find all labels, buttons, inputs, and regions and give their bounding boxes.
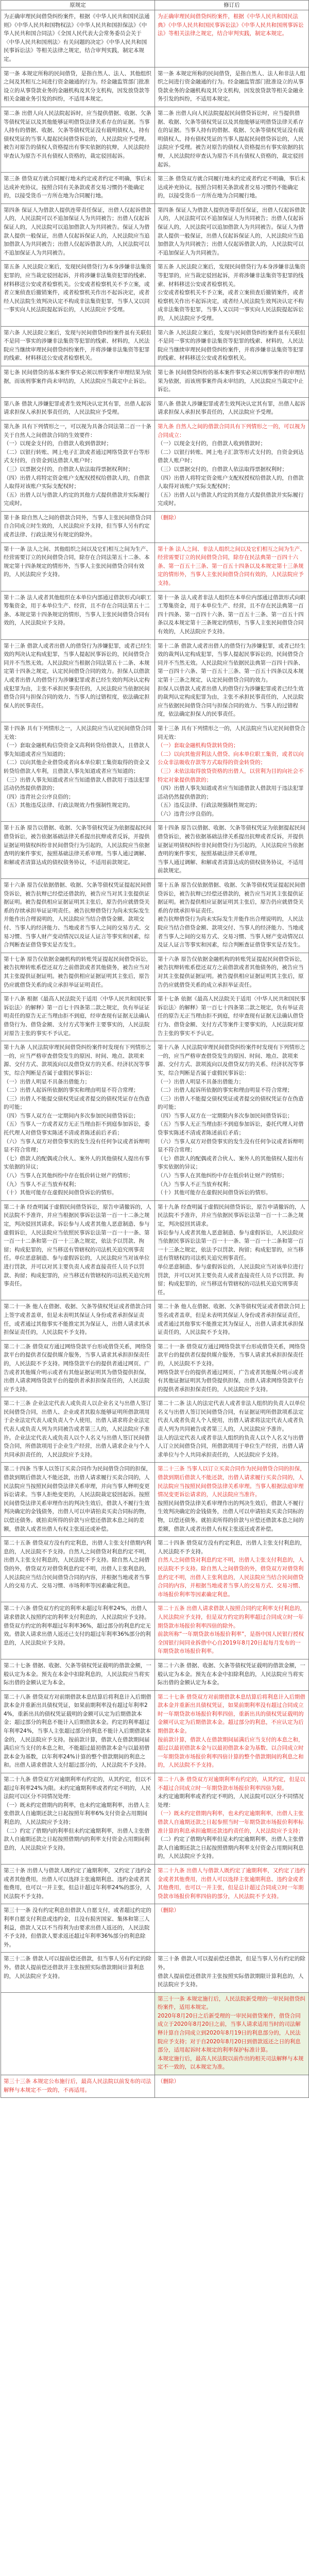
clause-text: 第十四条 原告以借据、收据、欠条等债权凭证为依据提起民间借贷诉讼，被告依据基础法律关系提出抗辩或者反诉，并提供证据证明债权纠纷非民间借贷行为引起的，人民法院应当依据查明的案件事实，按照基础法律关系审理。 (158, 825, 305, 857)
clause-text: 第二条 出借人向人民法院起诉时，应当提供借据、收据、欠条等债权凭证以及其他能够证明借贷法律关系存在的证据。当事人持有的借据、收据、欠条等债权凭证没有载明债权人，持有债权凭证的当事人提起民间借贷诉讼的，人民法院应予受理。被告对原告的债权人资格提出有事实依据的抗辩，人民法院经审查认为原告不具有债权人资格的，裁定驳回起诉。 (4, 110, 151, 159)
revised-clause-cell (155, 722, 309, 822)
original-clause-cell (1, 1200, 155, 1300)
original-clause-cell (1, 397, 155, 420)
clause-text: （删除） (158, 514, 179, 521)
clause-text: 第三十一条 没有约定利息但借款人自愿支付，或者超过约定的利率自愿支付利息或违约金，且没有损害国家、集体和第三人利益，借款人又以不当得利为由要求出借人返还的，人民法院不予支持，但借款人要求返还超过年利率36%部分的利息除外。 (4, 1907, 151, 1948)
clause-text: （八）当事人在其他纠纷中存在低价转让财产的情形； (4, 1173, 133, 1179)
clause-text: 第二十八条 借贷双方对前期借款本息结算后将利息计入后期借款本金并重新出具债权凭证，如果前期利率没有超过年利率24%，重新出具的债权凭证载明的金额可认定为后期借款本金；超过部分的利息不能计入后期借款本金。约定的利率超过年利率24%，当事人主张超过部分的利息不能计入后期借款本金的，人民法院应予支持。按前款计算，借款人在借款期间届满后应当支付的本息之和，不能超过最初借款本金与以最初借款本金为基数，以年利率24%计算的整个借款期间的利息之和。出借人请求借款人支付超过部分的，人民法院不予支持。 (4, 1693, 151, 1769)
clause-text: （删除） (158, 1907, 179, 1914)
revised-clause-cell (155, 1864, 309, 1904)
clause-text: 本规定施行后，最高人民法院以前作出的相关司法解释与本规定不一致的，以本规定为准。 (158, 2055, 304, 2071)
original-clause-cell (1, 543, 155, 591)
clause-text: 第一条 本规定所称的民间借贷，是指自然人、法人、其他组织之间及其相互之间进行资金融通的行为。经金融监管部门批准设立的从事贷款业务的金融机构及其分支机构，因发放贷款等相关金融业务引发的纠纷，不适用本规定。 (4, 70, 151, 103)
clause-text: （四）违背社会公序良俗的； (4, 793, 74, 800)
clause-text: （一）套取金融机构信贷资金又高利转贷给借款人，且借款人事先知道或者应当知道的； (4, 742, 150, 757)
clause-text: 第五条 人民法院立案后，发现民间借贷行为本身涉嫌非法集资犯罪的，应当裁定驳回起诉，并将涉嫌非法集资犯罪的线索、材料移送公安或者检察机关。公安或者检察机关不予立案，或者立案侦查后撤销案件，或者检察机关作出不起诉决定，或者经人民法院生效判决认定不构成非法集资犯罪，当事人又以同一事实向人民法院提起诉讼的，人民法院应予受理。 (4, 264, 151, 313)
clause-text: 第十三条 具有下列情形之一的，人民法院应当认定民间借贷合同无效： (158, 725, 305, 740)
revised-clause-cell (155, 67, 309, 107)
clause-text: （三）出借人不能提交债权凭证或者提交的债权凭证存在伪造的可能； (4, 1095, 150, 1111)
clause-text: 第十八条 人民法院审理民间借贷纠纷案件时发现有下列情形之一的，应当严格审查借贷发生的原因、时间、地点、款项来源、交付方式、款项流向以及借贷双方的关系、经济状况等事实，综合判断是否属于虚假民事诉讼： (158, 1044, 305, 1076)
table-row (1, 953, 309, 992)
table-row (1, 591, 309, 639)
original-clause-cell (1, 1773, 155, 1865)
table-row (1, 366, 309, 397)
table-row (1, 822, 309, 879)
clause-text: 公安或者检察机关不予立案，或者立案侦查后撤销案件，或者检察机关作出不起诉决定，或者经人民法院生效判决认定不构成非法集资等犯罪，当事人又以同一事实向人民法院提起诉讼的，人民法院应予受理。 (158, 290, 304, 321)
original-clause-cell (1, 1602, 155, 1659)
clause-text: 按照民间借贷法律关系审理作出的判决生效后，借款人不履行生效判决确定的金钱债务，出借人可以申请拍卖买卖合同标的物，以偿还债务。就拍卖所得的价款与应偿还借款本息之间的差额，借款人或者出借人有权主张返还或者补偿。 (158, 1500, 304, 1532)
revised-clause-cell (155, 1463, 309, 1537)
original-clause-cell (1, 10, 155, 67)
clause-text: （九）当事人不正当放弃权利； (4, 1181, 79, 1188)
clause-text: 当事人通过调解、和解或者清算达成的债权债务协议，不适用前款规定。 (158, 859, 304, 874)
clause-text: （一）以现金支付的，自借款人收到借款时； (158, 440, 266, 447)
clause-text: （五）出借人以与借款人约定的其他方式提供借款并实际履行完成时。 (4, 492, 150, 507)
original-clause-cell (1, 879, 155, 953)
clause-text: 第十一条 法人之间、其他组织之间以及它们相互之间为生产、经营需要订立的民间借贷合同，除存在合同法第五十二条、本规定第十四条规定的情形外，当事人主张民间借贷合同有效的，人民法院应予支持。 (4, 546, 151, 578)
clause-text: （三）出借人不能提交债权凭证或者提交的债权凭证存在伪造的可能； (158, 1095, 304, 1111)
original-clause-cell (1, 1463, 155, 1537)
clause-text: 第二十一条 借贷双方通过网络贷款平台形成借贷关系，网络贷款平台的提供者仅提供媒介服务，当事人请求其承担担保责任的，人民法院不予支持。 (158, 1343, 305, 1367)
table-row (1, 1904, 309, 1953)
clause-text: 第二十九条 借贷双方对逾期利率有约定的，从其约定，但以不超过年利率24%为限。未约定逾期利率或者约定不明的，人民法院可以区分不同情况处理： (4, 1776, 151, 1800)
clause-text: 法人的法定代表人或者非法人组织的负责人以个人名义与出借人订立民间借贷合同，所借款项用于单位生产经营，出借人请求单位与个人共同承担责任的，人民法院应予支持。 (158, 1434, 304, 1458)
column-header-revised: 修订后 (155, 1, 309, 10)
clause-text: （二）以向其他企业借贷或者向本单位职工集资取得的资金又转贷给借款人牟利，且借款人事先知道或者应当知道的； (4, 759, 150, 774)
table-row (1, 1773, 309, 1865)
table-row (1, 1397, 309, 1463)
clause-text: （三）以票据交付的，自借款人依法取得票据权利时； (4, 466, 133, 472)
table-row (1, 397, 309, 420)
revised-clause-cell (155, 511, 309, 543)
table-row (1, 173, 309, 204)
original-clause-cell (1, 1340, 155, 1397)
clause-text: 被告抗辩借贷行为尚未实际发生并能作出合理说明的，人民法院应当结合借贷金额、款项交付、当事人的经济能力、当地或者当事人之间的交易方式、交易习惯、当事人财产变动情况以及证人证言等事实和因素，综合判断查证借贷事实是否发生。 (158, 916, 304, 948)
table-row (1, 1200, 309, 1300)
revised-clause-cell (155, 1041, 309, 1201)
clause-text: 按前款计算，借款人在借款期间届满后应当支付的本息之和，超过以最初借款本金与以最初借款本金为基数、以合同成立时一年期贷款市场报价利率四倍计算的整个借款期间的利息之和的，人民法院不予支持。 (158, 1736, 304, 1769)
clause-text: （七）借款人的配偶或合伙人、案外人的其他债权人提出有事实依据的异议； (4, 1155, 150, 1171)
clause-text: 未约定逾期利率或者约定不明的，人民法院可以区分不同情况处理： (158, 1793, 304, 1808)
clause-text: （二）以银行转账、网上电子汇款或者通过网络贷款平台等形式支付的，自资金到达借款人账户时； (4, 449, 150, 464)
clause-text: （一）既未约定借期内利率，也未约定逾期利率，出借人主张借款人自逾期还款之日起参照当时一年期贷款市场报价利率标准计算的利息承担逾期还款违约责任的，人民法院应予支持； (158, 1810, 304, 1834)
clause-text: 网络贷款平台的提供者通过网页、广告或者其他媒介明示或者有其他证据证明其为借贷提供担保，出借人请求网络贷款平台的提供者承担担保责任的，人民法院应予支持。 (158, 1369, 304, 1393)
original-clause-cell (1, 1300, 155, 1340)
original-clause-cell (1, 722, 155, 822)
clause-text: 第二十五条 借贷双方没有约定利息，出借人主张支付借期内利息的，人民法院不予支持。自然人之间借贷对利息约定不明，出借人主张支付利息的，人民法院不予支持。除自然人之间借贷的外，借贷双方对借贷利息约定不明，出借人主张利息的，人民法院应当结合民间借贷合同的内容，并根据当地或者当事人的交易方式、交易习惯、市场利率等因素确定利息。 (4, 1540, 151, 1589)
clause-text: （八）当事人在其他纠纷中存在低价转让财产的情形； (158, 1173, 287, 1179)
original-clause-cell (1, 1992, 155, 2075)
table-row (1, 511, 309, 543)
clause-text: 第二十三条 企业法定代表人或负责人以企业名义与出借人签订民间借贷合同，出借人、企业或者其股东能够证明所借款项用于企业法定代表人或负责人个人使用，出借人请求将企业法定代表人或负责人列为共同被告或者第三人的，人民法院应予准许。企业法定代表人或负责人以个人名义与出借人签订民间借贷合同，所借款项用于企业生产经营，出借人请求企业与个人共同承担责任的，人民法院应予支持。 (4, 1400, 151, 1458)
revised-clause-cell (155, 326, 309, 366)
clause-text: （四）出借人将特定资金账户支配权授权给借款人的，自借款人取得对该账户实际支配权时； (4, 474, 150, 490)
clause-text: 第二十三条 当事人以订立买卖合同作为民间借贷合同的担保，借款到期后借款人不能还款，出借人请求履行买卖合同的，人民法院应当按照民间借贷法律关系审理。当事人根据法庭审理情况变更诉讼请求的，人民法院应当准许。 (158, 1466, 305, 1498)
clause-text: 诉讼参与人或者其他人恶意制造、参与虚假诉讼，人民法院应当依据民事诉讼法第一百一十一条、第一百一十二条和第一百一十三条之规定，依法予以罚款、拘留；构成犯罪的，应当移送有管辖权的司法机关追究刑事责任。 (158, 1229, 304, 1262)
clause-text: （二）以向其他营利法人借贷、向本单位职工集资，或者以向公众非法吸收存款等方式取得的资金转贷的； (158, 751, 304, 766)
clause-text: （十）其他可能存在虚假民间借贷诉讼的情形。 (4, 1190, 117, 1196)
clause-text: 第二十六条 借贷双方约定的利率未超过年利率24%，出借人请求借款人按照约定的利率支付利息的，人民法院应予支持。借贷双方约定的利率超过年利率36%，超过部分的利息约定无效。借款人请求出借人返还已支付的超过年利率36%部分的利息的，人民法院应予支持。 (4, 1605, 151, 1646)
original-clause-cell (1, 591, 155, 639)
original-clause-cell (1, 173, 155, 204)
clause-text: 第二十二条 法人的法定代表人或者非法人组织的负责人以单位名义与出借人签订民间借贷合同，有证据证明所借款项系法定代表人或者负责人个人使用，出借人请求将法定代表人或者负责人列为共同被告或者第三人的，人民法院应予准许。 (158, 1400, 305, 1433)
clause-text: 第二十一条 他人在借据、收据、欠条等债权凭证或者借款合同上签字或者盖章，但是未表明其保证人身份或者承担保证责任，或者通过其他事实不能推定其为保证人，出借人请求其承担保证责任的，人民法院不予支持。 (4, 1303, 151, 1336)
clause-text: （一）既未约定借期内的利率，也未约定逾期利率，出借人主张借款人自逾期还款之日起按照年利率6%支付资金占用期间利息的，人民法院应予支持； (4, 1802, 150, 1825)
table-row (1, 1690, 309, 1773)
clause-text: 第十九条 人民法院审理民间借贷纠纷案件时发现有下列情形之一的，应当严格审查借贷发生的原因、时间、地点、款项来源、交付方式、款项流向以及借贷双方的关系、经济状况等事实，综合判断是否属于虚假民事诉讼： (4, 1044, 151, 1076)
clause-text: 第十条 法人之间、非法人组织之间以及它们相互之间为生产、经营需要订立的民间借贷合同，除存在民法典第一百四十六条、第一百五十三条、第一百五十四条以及本规定第十三条规定的情形外，当事人主张民间借贷合同有效的，人民法院应予支持。 (158, 546, 305, 587)
original-clause-cell (1, 420, 155, 511)
clause-text: 第二十条 他人在借据、收据、欠条等债权凭证或者借款合同上签名或者盖章，但是未表明其保证人身份或者承担保证责任，或者通过其他事实不能推定其为保证人，出借人请求其承担保证责任的，人民法院不予支持。 (158, 1303, 305, 1336)
original-clause-cell (1, 1953, 155, 1992)
table-row (1, 1602, 309, 1659)
table-row (1, 543, 309, 591)
original-clause-cell (1, 1537, 155, 1602)
clause-text: 第八条 借款人涉嫌犯罪或者生效判决认定其有罪，出借人起诉请求担保人承担民事责任的，人民法院应予受理。 (4, 400, 151, 416)
table-row (1, 1300, 309, 1340)
revised-clause-cell (155, 953, 309, 992)
clause-text: 第十一条 法人或者非法人组织在本单位内部通过借款形式向职工筹集资金，用于本单位生产、经营，且不存在民法典第一百四十四条、第一百四十六条、第一百五十三条、第一百五十四条以及本规定第十三条规定的情形，当事人主张民间借贷合同有效的，人民法院应予支持。 (158, 594, 305, 635)
revised-clause-cell (155, 1659, 309, 1690)
clause-text: （一）出借人明显不具备出借能力； (4, 1078, 90, 1085)
clause-text: 第九条 具有下列情形之一，可以视为具备合同法第二百一十条关于自然人之间借款合同的生效要件： (4, 423, 151, 438)
original-clause-cell (1, 1904, 155, 1953)
clause-text: 第十七条 依据《最高人民法院关于适用〈中华人民共和国民事诉讼法〉的解释》第一百七十四条第二款之规定，负有举证责任的原告无正当理由拒不到庭，经审查现有证据无法确认借贷行为、借贷金额、支付方式等案件主要事实的，人民法院对原告主张的事实不予认定。 (158, 996, 305, 1037)
original-clause-cell (1, 326, 155, 366)
clause-text: 第二十二条 借贷双方通过网络贷款平台形成借贷关系，网络贷款平台的提供者仅提供媒介服务，当事人请求其承担担保责任的，人民法院不予支持。网络贷款平台的提供者通过网页、广告或者其他媒介明示或者有其他证据证明其为借贷提供担保，出借人请求网络贷款平台的提供者承担担保责任的，人民法院应予支持。 (4, 1343, 151, 1393)
clause-text: 第十六条 原告仅依据金融机构的转账凭证提起民间借贷诉讼，被告抗辩转账系偿还双方之前借款或者其他债务的，被告应当对其主张提供证据证明。被告提供相应证据证明其主张后，原告仍应就借贷关系的成立承担举证责任。 (158, 956, 305, 988)
original-clause-cell (1, 953, 155, 992)
revised-clause-cell (155, 1537, 309, 1602)
original-clause-cell (1, 511, 155, 543)
clause-text: 第二十六条 借据、收据、欠条等债权凭证载明的借款金额，一般认定为本金。预先在本金中扣除利息的，人民法院应当将实际出借的金额认定为本金。 (158, 1662, 305, 1686)
comparison-document (1, 0, 308, 2098)
table-row (1, 1041, 309, 1201)
clause-text: （三）以票据交付的，自借款人依法取得票据权利时； (158, 466, 287, 472)
revised-clause-cell (155, 261, 309, 326)
table-row (1, 722, 309, 822)
clause-text: （一）出借人明显不具备出借能力； (158, 1078, 244, 1085)
table-row (1, 261, 309, 326)
clause-text: （四）当事人双方在一定期间内多次参加民间借贷诉讼； (4, 1112, 139, 1119)
clause-text: （三）未依法取得放贷资格的出借人，以营利为目的向社会不特定对象提供借款的； (158, 768, 304, 783)
revised-clause-cell (155, 543, 309, 591)
clause-text: （四）当事人双方在一定期限内多次参加民间借贷诉讼； (158, 1112, 293, 1119)
revised-clause-cell (155, 1200, 309, 1300)
revised-clause-cell (155, 1602, 309, 1659)
clause-text: （一）以现金支付的，自借款人收到借款时； (4, 440, 112, 447)
original-clause-cell (1, 1397, 155, 1463)
revised-clause-cell (155, 879, 309, 953)
revised-clause-cell (155, 10, 309, 67)
original-clause-cell (1, 2075, 155, 2098)
table-row (1, 639, 309, 722)
clause-text: 第三十条 出借人与借款人既约定了逾期利率，又约定了违约金或者其他费用，出借人可以选择主张逾期利息、违约金或者其他费用，也可以一并主张，但总计超过年利率24%的部分，人民法院不予支持。 (4, 1867, 151, 1900)
clause-text: 第二十四条 当事人以签订买卖合同作为民间借贷合同的担保，借款到期后借款人不能还款，出借人请求履行买卖合同的，人民法院应当按照民间借贷法律关系审理，并向当事人释明变更诉讼请求。当事人拒绝变更的，人民法院裁定驳回起诉。按照民间借贷法律关系审理作出的判决生效后，借款人不履行生效判决确定的金钱债务，出借人可以申请拍卖买卖合同标的物，以偿还债务。就拍卖所得的价款与应偿还借款本息之间的差额，借款人或者出借人有权主张返还或补偿。 (4, 1466, 151, 1532)
clause-text: 第十五条 原告以借据、收据、欠条等债权凭证为依据提起民间借贷诉讼，被告依据基础法律关系提出抗辩或者反诉，并提供证据证明债权纠纷非民间借贷行为引起的，人民法院应当依据查明的案件事实，按照基础法律关系审理。当事人通过调解、和解或者清算达成的债权债务协议，不适用前款规定。 (4, 825, 151, 866)
clause-text: 2020年8月20日之后新受理的一审民间借贷案件，借贷合同成立于2020年8月20日之前，当事人请求适用当时的司法解释计算自合同成立到2020年8月19日的利息部分的，人民法院应予支持；对于自2020年8月20日到借款返还之日的利息部分，适用起诉时本规定的利率保护标准计算。 (158, 2012, 301, 2054)
clause-text: （四）出借人事先知道或者应当知道借款人借款用于违法犯罪活动仍然提供借款的； (158, 785, 304, 800)
clause-text: 第二十九条 出借人与借款人既约定了逾期利率，又约定了违约金或者其他费用，出借人可以选择主张逾期利息、违约金或者其他费用，也可以一并主张，但是总计超过合同成立时一年期贷款市场报价利率四倍的部分，人民法院不予支持。 (158, 1867, 305, 1900)
clause-text: 第三十三条 本规定公布施行后，最高人民法院以前发布的司法解释与本规定不一致的，不再适用。 (4, 2078, 151, 2093)
clause-text: （删除） (158, 2078, 179, 2085)
clause-text: 第十五条 原告仅依据借据、收据、欠条等债权凭证提起民间借贷诉讼，被告抗辩已经偿还借款的，被告应当对其主张提供证据证明。被告提供相应证据证明其主张后，原告仍应就借贷关系的存续承担举证责任。 (158, 882, 305, 914)
original-clause-cell (1, 1864, 155, 1904)
clause-text: 第二十四条 借贷双方没有约定利息，出借人主张支付利息的，人民法院不予支持。 (158, 1540, 305, 1555)
clause-text: （六）违背公序良俗的。 (158, 810, 217, 817)
clause-text: 第三条 借贷双方就合同履行地未约定或者约定不明确，事后未达成补充协议，按照合同有关条款或者交易习惯仍不能确定的，以接受货币一方所在地为合同履行地。 (4, 176, 151, 199)
revised-clause-cell (155, 107, 309, 172)
clause-text: 第九条 自然人之间的借款合同具有下列情形之一的，可以视为合同成立： (158, 423, 305, 438)
revised-clause-cell (155, 420, 309, 511)
revised-clause-cell (155, 1690, 309, 1773)
table-row (1, 993, 309, 1041)
revised-clause-cell (155, 366, 309, 397)
clause-text: 第五条 人民法院立案后，发现民间借贷行为本身涉嫌非法集资等犯罪的，应当裁定驳回起诉，并将涉嫌非法集资等犯罪的线索、材料移送公安或者检察机关。 (158, 264, 305, 287)
table-row (1, 1463, 309, 1537)
clause-text: （三）出借人事先知道或者应当知道借款人借款用于违法犯罪活动仍然提供借款的； (4, 776, 150, 792)
clause-text: （五）当事人无正当理由拒不到庭参加诉讼，委托代理人对借贷事实陈述不清或者陈述前后矛盾； (158, 1121, 304, 1137)
clause-text: （一）套取金融机构贷款转贷的； (158, 742, 239, 749)
clause-text: 第三十一条 本规定施行后，人民法院新受理的一审民间借贷纠纷案件，适用本规定。 (158, 1995, 305, 2011)
clause-text: 借款人提前偿还借款并主张按照实际借款期限计算利息的，人民法院应予支持。 (158, 1973, 304, 1988)
clause-text: 第十八条 根据《最高人民法院关于适用〈中华人民共和国民事诉讼法〉的解释》第一百七十四条第二款之规定，负有举证证明责任的原告无正当理由拒不到庭，经审查现有证据无法确认借贷行为、借贷金额、支付方式等案件主要事实的，人民法院对原告主张的事实不予认定。 (4, 996, 151, 1037)
clause-text: 第二十条 经查明属于虚假民间借贷诉讼，原告申请撤诉的，人民法院不予准许，并应当根据民事诉讼法第一百一十二条之规定，判决驳回其请求。诉讼参与人或者其他人恶意制造、参与虚假诉讼，人民法院应当依照民事诉讼法第一百一十一条、第一百一十二条和第一百一十三条之规定，依法予以罚款、拘留；构成犯罪的，应当移送有管辖权的司法机关追究刑事责任。单位恶意制造、参与虚假诉讼的，人民法院应当对该单位进行罚款，并可以对其主要负责人或者直接责任人员予以罚款、拘留；构成犯罪的，应当移送有管辖权的司法机关追究刑事责任。 (4, 1204, 151, 1287)
clause-text: 第十四条 具有下列情形之一，人民法院应当认定民间借贷合同无效： (4, 725, 151, 740)
revised-clause-cell (155, 1953, 309, 1992)
clause-text: （四）出借人将特定资金账户支配权授权给借款人的，自借款人取得对该账户实际支配权时； (158, 474, 304, 490)
clause-text: 第二十七条 借据、收据、欠条等债权凭证载明的借款金额，一般认定为本金。预先在本金中扣除利息的，人民法院应当将实际出借的金额认定为本金。 (4, 1662, 151, 1686)
revised-clause-cell (155, 1992, 309, 2075)
clause-text: （六）当事人双方对借贷事实的发生没有任何争议或者诉辩明显不符合常理； (158, 1138, 304, 1154)
table-row (1, 1659, 309, 1690)
clause-text: 第十七条 原告仅依据金融机构的转账凭证提起民间借贷诉讼，被告抗辩转账系偿还双方之前借款或者其他债务，被告应当对其主张提供证据证明。被告提供相应证据证明其主张后，原告仍应就借贷关系的成立承担举证证明责任。 (4, 956, 151, 988)
revised-clause-cell (155, 1773, 309, 1865)
revised-clause-cell (155, 173, 309, 204)
table-row (1, 420, 309, 511)
table-row (1, 204, 309, 261)
clause-text: （五）出借人以与借款人约定的其他方式提供借款并实际履行完成时。 (158, 492, 304, 507)
table-row (1, 1953, 309, 1992)
table-row (1, 107, 309, 172)
table-row (1, 879, 309, 953)
revised-clause-cell (155, 1300, 309, 1340)
clause-text: （九）当事人不正当放弃权利； (158, 1181, 233, 1188)
clause-text: 第十条 除自然人之间的借款合同外，当事人主张民间借贷合同自合同成立时生效的，人民法院应予支持，但当事人另有约定或者法律、行政法规另有规定的除外。 (4, 514, 151, 538)
revised-clause-cell (155, 822, 309, 879)
clause-text: （五）其他违反法律、行政法规效力性强制性规定的。 (4, 802, 133, 809)
table-header-row (1, 1, 309, 10)
clause-text: 第八条 借款人涉嫌犯罪或者生效判决认定其有罪，出借人起诉请求担保人承担民事责任的，人民法院应予受理。 (158, 400, 305, 416)
clause-text: 单位恶意制造、参与虚假诉讼的，人民法院应当对该单位进行罚款，并可以对其主要负责人或者直接责任人员予以罚款、拘留；构成犯罪的，应当移送有管辖权的司法机关追究刑事责任。 (158, 1263, 304, 1296)
clause-text: （六）当事人双方对借贷事实的发生没有任何争议或者诉辩明显不符合常理； (4, 1138, 150, 1154)
clause-text: （二）约定了借期内利率但是未约定逾期利率，出借人主张借款人自逾期还款之日起按照借期内利率支付资金占用期间利息的，人民法院应予支持。 (158, 1836, 304, 1860)
original-clause-cell (1, 1659, 155, 1690)
clause-text: 担保人以借款人或者出借人的借贷行为涉嫌犯罪或者已经生效的裁判认定构成犯罪为由，主张不承担民事责任的，人民法院应当依据民间借贷合同与担保合同的效力、当事人的过错程度，依法确定担保人的民事责任。 (158, 685, 304, 718)
table-row (1, 1537, 309, 1602)
clause-text: 第四条 保证人为借款人提供连带责任保证，出借人仅起诉借款人的，人民法院可以不追加保证人为共同被告；出借人仅起诉保证人的，人民法院可以追加借款人为共同被告。保证人为借款人提供一般保证，出借人仅起诉保证人的，人民法院应当追加借款人为共同被告；出借人仅起诉借款人的，人民法院可以不追加保证人为共同被告。 (4, 207, 151, 256)
original-clause-cell (1, 67, 155, 107)
original-clause-cell (1, 639, 155, 722)
clause-text: 第二十八条 借贷双方对逾期利率有约定的，从其约定，但是以不超过合同成立时一年期贷款市场报价利率四倍为限。 (158, 1776, 305, 1791)
clause-text: 第二十五条 出借人请求借款人按照合同约定利率支付利息的，人民法院应予支持，但是双方约定的利率超过合同成立时一年期贷款市场报价利率四倍的除外。 (158, 1605, 305, 1629)
table-row (1, 326, 309, 366)
clause-text: （十）其他可能存在虚假民间借贷诉讼的情形。 (158, 1190, 271, 1196)
clause-text: 第三条 借贷双方就合同履行地未约定或者约定不明确，事后未达成补充协议，按照合同相关条款或者交易习惯仍不能确定的，以接受货币一方所在地为合同履行地。 (158, 176, 305, 199)
original-clause-cell (1, 261, 155, 326)
clause-text: 第十二条 法人或者其他组织在本单位内部通过借款形式向职工筹集资金，用于本单位生产、经营，且不存在合同法第五十二条、本规定第十四条规定的情形，当事人主张民间借贷合同有效的，人民法院应予支持。 (4, 594, 151, 626)
clause-text: （七）借款人的配偶或者合伙人、案外人的其他债权人提出有事实依据的异议； (158, 1155, 304, 1171)
clause-text: 第七条 民间借贷纠纷的基本案件事实必须以刑事案件的审理结果为依据，而该刑事案件尚未审结的，人民法院应当裁定中止诉讼。 (158, 369, 305, 393)
clause-text: 为正确审理民间借贷纠纷案件，根据《中华人民共和国民法通则》《中华人民共和国物权法》《中华人民共和国担保法》《中华人民共和国合同法》《全国人民代表大会常务委员会关于〈中华人民共和国刑法〉有关问题的决定》《中华人民共和国民事诉讼法》等相关法律之规定，结合审判实践，制定本规定。 (4, 13, 150, 62)
original-clause-cell (1, 204, 155, 261)
original-clause-cell (1, 822, 155, 879)
revised-clause-cell (155, 591, 309, 639)
clause-text: （二）以银行转账、网上电子汇款等形式支付的，自资金到达借款人账户时； (158, 449, 304, 464)
column-header-original: 原规定 (1, 1, 155, 10)
revised-clause-cell (155, 1904, 309, 1953)
revised-clause-cell (155, 639, 309, 722)
clause-text: 第四条 保证人为借款人提供连带责任保证，出借人仅起诉借款人的，人民法院可以不追加保证人为共同被告；出借人仅起诉保证人的，人民法院可以追加借款人为共同被告。保证人为借款人提供一般保证，出借人仅起诉保证人的，人民法院应当追加借款人为共同被告；出借人仅起诉借款人的，人民法院可以不追加保证人为共同被告。 (158, 207, 305, 256)
clause-text: 第六条 人民法院立案后，发现与民间借贷纠纷案件虽有关联但不是同一事实的涉嫌非法集资等犯罪的线索、材料的，人民法院应当继续审理民间借贷纠纷案件，并将涉嫌非法集资等犯罪的线索、材料移送公安或者检察机关。 (158, 329, 305, 362)
comparison-table (1, 0, 309, 2098)
clause-text: （五）违反法律、行政法规强制性规定的； (158, 802, 261, 809)
clause-text: 第十二条 借款人或者出借人的借贷行为涉嫌犯罪，或者已经生效的裁判认定构成犯罪，当事人提起民事诉讼的，民间借贷合同并不当然无效。人民法院应当依据民法典第一百四十四条、第一百四十六条、第一百五十三条、第一百五十四条以及本规定第十三条之规定，认定民间借贷合同的效力。 (158, 642, 305, 683)
clause-text: 第七条 民间借贷的基本案件事实必须以刑事案件审理结果为依据，而该刑事案件尚未审结的，人民法院应当裁定中止诉讼。 (4, 369, 151, 384)
revised-clause-cell (155, 204, 309, 261)
original-clause-cell (1, 107, 155, 172)
clause-text: 第六条 人民法院立案后，发现与民间借贷纠纷案件虽有关联但不是同一事实的涉嫌非法集资等犯罪的线索、材料的，人民法院应当继续审理民间借贷纠纷案件，并将涉嫌非法集资等犯罪的线索、材料移送公安或者检察机关。 (4, 329, 151, 362)
revised-clause-cell (155, 397, 309, 420)
clause-text: （二）出借人起诉所依据的事实和理由明显不符合常理； (158, 1087, 293, 1094)
clause-text: 第十九条 经查明属于虚假民间借贷诉讼，原告申请撤诉的，人民法院不予准许，并应当依据民事诉讼法第一百一十二条之规定，判决驳回其请求。 (158, 1204, 305, 1227)
clause-text: 第二条 出借人向人民法院提起民间借贷诉讼时，应当提供借据、收据、欠条等债权凭证以及其他能够证明借贷法律关系存在的证据。当事人持有的借据、收据、欠条等债权凭证没有载明债权人，持有债权凭证的当事人提起民间借贷诉讼的，人民法院应予受理。被告对原告的债权人资格提出有事实依据的抗辩，人民法院经审查认为原告不具有债权人资格的，裁定驳回起诉。 (158, 110, 304, 168)
clause-text: （二）约定了借期内的利率但未约定逾期利率，出借人主张借款人自逾期还款之日起按照借期内的利率支付资金占用期间利息的，人民法院应予支持。 (4, 1827, 150, 1851)
table-body (1, 10, 309, 2098)
revised-clause-cell (155, 1340, 309, 1397)
clause-text: （二）出借人起诉所依据的事实和理由明显不符合常理； (4, 1087, 139, 1094)
original-clause-cell (1, 1041, 155, 1201)
table-row (1, 1864, 309, 1904)
revised-clause-cell (155, 2075, 309, 2098)
table-row (1, 10, 309, 67)
clause-text: 前款所称“一年期贷款市场报价利率”，是指中国人民银行授权全国银行间同业拆借中心自2019年8月20日起每月发布的一年期贷款市场报价利率。 (158, 1631, 304, 1655)
table-row (1, 2075, 309, 2098)
clause-text: （五）当事人一方或者双方无正当理由拒不到庭参加诉讼，委托代理人对借贷事实陈述不清或者陈述前后矛盾； (4, 1121, 150, 1137)
clause-text: 第十三条 借款人或者出借人的借贷行为涉嫌犯罪，或者已经生效的判决认定构成犯罪，当事人提起民事诉讼的，民间借贷合同并不当然无效。人民法院应当根据合同法第五十二条、本规定第十四条之规定，认定民间借贷合同的效力。担保人以借款人或者出借人的借贷行为涉嫌犯罪或者已经生效的判决认定构成犯罪为由，主张不承担民事责任的，人民法院应当依据民间借贷合同与担保合同的效力、当事人的过错程度，依法确定担保人的民事责任。 (4, 642, 151, 709)
clause-text: 第二十七条 借贷双方对前期借款本息结算后将利息计入后期借款本金并重新出具债权凭证，如果前期利率没有超过合同成立时一年期贷款市场报价利率四倍，重新出具的债权凭证载明的金额可认定为后期借款本金。超过部分的利息，不应认定为后期借款本金。 (158, 1693, 305, 1735)
clause-text: 第三十二条 借款人可以提前偿还借款，但当事人另有约定的除外。借款人提前偿还借款并主张按照实际借款期间计算利息的，人民法院应予支持。 (4, 1956, 151, 1979)
original-clause-cell (1, 993, 155, 1041)
clause-text: 为正确审理民间借贷纠纷案件，根据《中华人民共和国民法典》《中华人民共和国民事诉讼法》《中华人民共和国刑事诉讼法》等相关法律之规定，结合审判实践，制定本规定。 (158, 13, 304, 37)
table-row (1, 67, 309, 107)
clause-text: 自然人之间借贷对利息约定不明，出借人主张支付利息的，人民法院不予支持。除自然人之间借贷的外，借贷双方对借贷利息约定不明，出借人主张利息的，人民法院应当结合民间借贷合同的内容，并根据当地或者当事人的交易方式、交易习惯、市场报价利率等因素确定利息。 (158, 1557, 304, 1598)
table-row (1, 1340, 309, 1397)
revised-clause-cell (155, 993, 309, 1041)
original-clause-cell (1, 366, 155, 397)
revised-clause-cell (155, 1397, 309, 1463)
clause-text: 第十六条 原告仅依据借据、收据、欠条等债权凭证提起民间借贷诉讼，被告抗辩已经偿还借款的，被告应当对其主张提供证据证明。被告提供相应证据证明其主张后，原告仍应就借贷关系的存续承担举证证明责任。被告抗辩借贷行为尚未实际发生并能作出合理说明的，人民法院应当结合借贷金额、款项交付、当事人的经济能力、当地或者当事人之间的交易方式、交易习惯、当事人财产变动情况以及证人证言等事实和因素，综合判断查证借贷事实是否发生。 (4, 882, 151, 948)
clause-text: 第三十条 借款人可以提前偿还借款，但是当事人另有约定的除外。 (158, 1956, 305, 1971)
clause-text: 第一条 本规定所称的民间借贷，是指自然人、法人和非法人组织之间进行资金融通的行为。经金融监管部门批准设立的从事贷款业务的金融机构及其分支机构，因发放贷款等相关金融业务引发的纠纷，不适用本规定。 (158, 70, 305, 103)
original-clause-cell (1, 1690, 155, 1773)
table-row (1, 1992, 309, 2075)
